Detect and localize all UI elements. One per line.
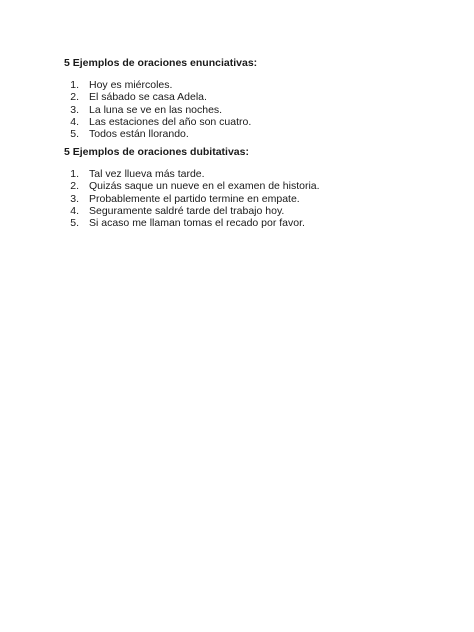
list-number: 2.	[70, 180, 79, 193]
list-text: Seguramente saldré tarde del trabajo hoy.	[89, 204, 285, 217]
section-heading: 5 Ejemplos de oraciones enunciativas:	[64, 57, 258, 69]
list-number: 1.	[70, 79, 79, 91]
section-dubitativas	[64, 146, 444, 229]
list-item	[64, 128, 444, 140]
list-item	[64, 168, 444, 180]
list-number: 2.	[70, 91, 79, 104]
list-item	[64, 180, 444, 192]
list-number: 1.	[70, 168, 79, 180]
list-number: 4.	[70, 204, 79, 217]
section-enunciativas	[64, 57, 444, 140]
list-text: Tal vez llueva más tarde.	[89, 168, 205, 180]
list-text: Probablemente el partido termine en empate.	[89, 192, 300, 205]
list-text: Quizás saque un nueve en el examen de historia.	[89, 180, 320, 193]
list-item	[64, 104, 444, 116]
list-item	[64, 205, 444, 217]
list-number: 3.	[70, 192, 79, 205]
list-item	[64, 79, 444, 91]
list-item	[64, 217, 444, 229]
list-text: Todos están llorando.	[89, 128, 189, 141]
list-text: Hoy es miércoles.	[89, 79, 173, 91]
list-text: La luna se ve en las noches.	[89, 103, 223, 116]
list-number: 3.	[70, 103, 79, 116]
examples-list	[64, 168, 444, 229]
list-text: El sábado se casa Adela.	[89, 91, 207, 104]
list-item	[64, 116, 444, 128]
list-text: Si acaso me llaman tomas el recado por favor.	[89, 217, 305, 230]
list-item	[64, 193, 444, 205]
list-number: 4.	[70, 115, 79, 128]
list-text: Las estaciones del año son cuatro.	[89, 115, 252, 128]
list-number: 5.	[70, 217, 79, 230]
list-item	[64, 91, 444, 103]
section-heading: 5 Ejemplos de oraciones dubitativas:	[64, 146, 249, 158]
list-number: 5.	[70, 128, 79, 141]
examples-list	[64, 79, 444, 140]
